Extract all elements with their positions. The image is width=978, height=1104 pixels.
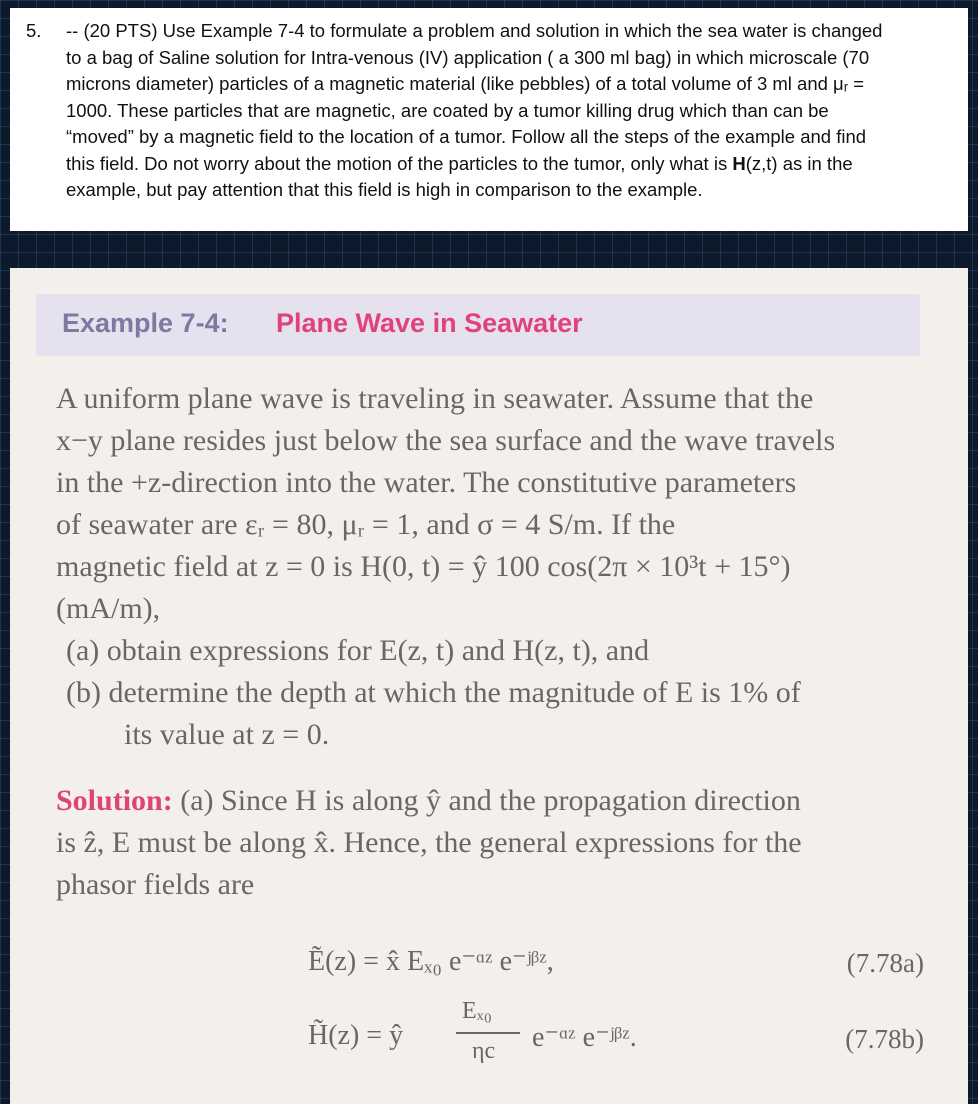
equation-fraction-denominator: ηc — [472, 1038, 496, 1064]
example-line: A uniform plane wave is traveling in seawater. Assume that the — [56, 382, 814, 415]
part-b: (b) determine the depth at which the magnitude of E is 1% of — [66, 676, 801, 709]
problem-line: example, but pay attention that this field is high in comparison to the example. — [66, 179, 703, 200]
equation-number: (7.78a) — [846, 948, 924, 978]
problem-text — [66, 18, 954, 204]
example-line: of seawater are εᵣ = 80, μᵣ = 1, and σ = 4 S/m. If the — [56, 508, 676, 541]
equation-7-78a: Ẽ(z) = x̂ Eₓ₀ e⁻ᵅᶻ e⁻ʲᵝᶻ, — [308, 946, 554, 977]
problem-statement — [10, 8, 968, 231]
problem-line: 1000. These particles that are magnetic, are coated by a tumor killing drug which than can be — [66, 99, 829, 121]
solution-label: Solution: — [56, 784, 173, 817]
solution-line — [56, 780, 801, 822]
problem-line — [66, 151, 954, 178]
problem-line-part: (z,t) as in the — [745, 152, 853, 174]
equation-number: (7.78b) — [845, 1024, 924, 1054]
solution-line: is ẑ, E must be along x̂. Hence, the general expressions for the — [56, 826, 802, 859]
part-b-cont: its value at z = 0. — [124, 718, 330, 751]
solution-line: phasor fields are — [56, 868, 255, 901]
problem-line: microns diameter) particles of a magnetic material (like pebbles) of a total volume of 3 ml and μᵣ = — [66, 73, 865, 94]
problem-line-part: this field. Do not worry about the motion of the particles to the tumor, only what is — [66, 152, 733, 174]
example-line: in the +z-direction into the water. The constitutive parameters — [56, 466, 797, 499]
example-line: magnetic field at z = 0 is H(0, t) = ŷ 100 cos(2π × 10³t + 15°) — [56, 550, 791, 583]
h-field-bold: H — [732, 152, 746, 174]
solution-text: (a) Since H is along ŷ and the propagation direction — [172, 784, 801, 817]
textbook-excerpt — [10, 268, 968, 1104]
problem-line: to a bag of Saline solution for Intra-venous (IV) application ( a 300 ml bag) in which microscale (70 — [66, 46, 870, 68]
problem-number: 5. — [26, 20, 42, 41]
example-label: Example 7-4: — [62, 308, 229, 338]
equation-7-78b-lhs: H̃(z) = ŷ — [308, 1020, 404, 1051]
problem-line: “moved” by a magnetic field to the location of a tumor. Follow all the steps of the example and find — [66, 126, 867, 147]
fraction-bar — [456, 1032, 520, 1034]
equation-7-78b-rhs: e⁻ᵅᶻ e⁻ʲᵝᶻ. — [532, 1022, 637, 1053]
equation-fraction-numerator: Eₓ₀ — [462, 998, 492, 1024]
problem-line: -- (20 PTS) Use Example 7-4 to formulate a problem and solution in which the sea water is changed — [66, 20, 883, 41]
example-line: (mA/m), — [56, 592, 161, 625]
part-a: (a) obtain expressions for E(z, t) and H(z, t), and — [66, 634, 650, 667]
example-title: Plane Wave in Seawater — [276, 308, 583, 338]
example-line: x−y plane resides just below the sea surface and the wave travels — [56, 424, 836, 457]
example-header — [36, 294, 920, 356]
